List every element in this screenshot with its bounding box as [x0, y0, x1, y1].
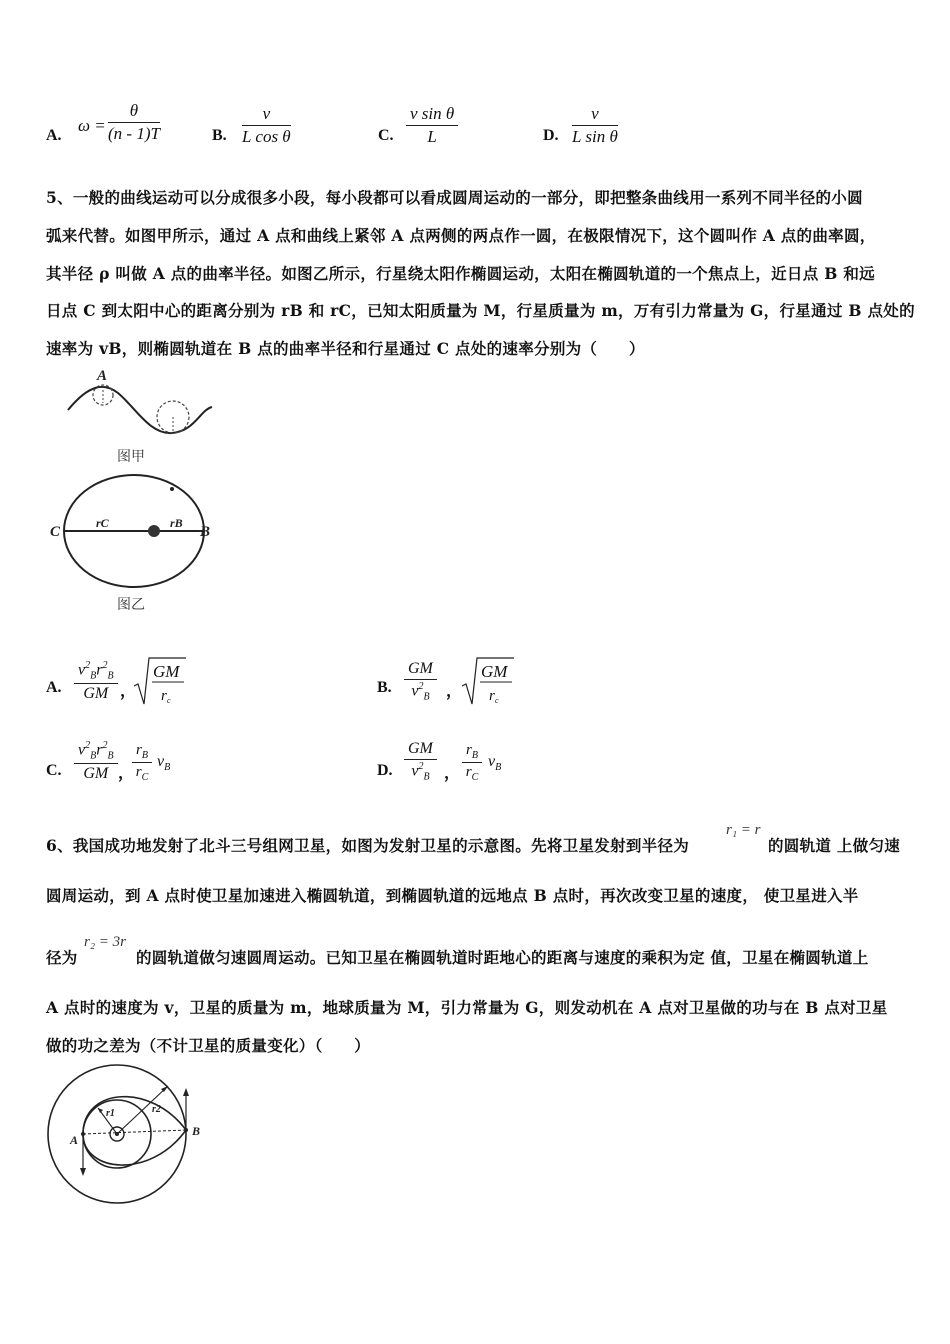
q5-text-line-3: 其半径 ρ 叫做 A 点的曲率半径。如图乙所示，行星绕太阳作椭圆运动，太阳在椭圆轨道的一个焦点上，近日点 B 和远 — [46, 264, 875, 283]
q5-option-c-fraction — [74, 740, 118, 783]
q4-option-a-label: A. — [46, 127, 62, 144]
figure-yi-ellipse — [44, 470, 224, 595]
q5-option-d-fraction — [404, 740, 437, 783]
q5-option-a-fraction — [74, 660, 118, 703]
orbit-point-b: B — [192, 1124, 201, 1138]
q5-text-line-1: 5、一般的曲线运动可以分成很多小段，每小段都可以看成圆周运动的一部分，即把整条曲线用一系列不同半径的小圆 — [46, 188, 863, 207]
q6-r1-equation: r₁ = r — [726, 822, 761, 838]
numerator: GM — [404, 740, 437, 760]
comma: ， — [446, 681, 463, 700]
figure-yi-point-c: C — [50, 524, 61, 540]
denominator: L — [427, 127, 437, 146]
denominator: $r_C$ — [465, 764, 479, 783]
q5-option-d-label: D. — [377, 762, 393, 779]
numerator: v — [242, 104, 291, 126]
q4-option-c-fraction — [406, 104, 458, 147]
orbit-point-a: A — [70, 1133, 79, 1147]
figure-jia-curve — [60, 365, 220, 440]
q5-option-b-sqrt — [460, 652, 516, 708]
orbit-label-r2: r2 — [152, 1104, 161, 1115]
q4-option-a-lhs: ω = — [78, 116, 106, 135]
q5-option-c-vb: $v_B$ — [157, 753, 171, 774]
q5-option-c-ratio — [132, 742, 152, 783]
q6-text-line-1a: 6、我国成功地发射了北斗三号组网卫星，如图为发射卫星的示意图。先将卫星发射到半径为 — [46, 836, 690, 855]
denominator: $v^2_B$ — [411, 681, 430, 703]
denominator: GM — [83, 764, 109, 782]
q6-text-line-4: A 点时的速度为 v，卫星的质量为 m，地球质量为 M，引力常量为 G，则发动机在 A 点对卫星做的功与在 B 点对卫星 — [46, 998, 888, 1017]
q6-text-line-3b: 的圆轨道做匀速圆周运动。已知卫星在椭圆轨道时距地心的距离与速度的乘积为定 值，卫星在椭圆轨道上 — [136, 948, 869, 967]
numerator: v sin θ — [406, 104, 458, 126]
q6-text-line-2: 圆周运动，到 A 点时使卫星加速进入椭圆轨道，到椭圆轨道的远地点 B 点时，再次改变卫星的速度， 使卫星进入半 — [46, 886, 859, 905]
figure-yi-point-b: B — [200, 524, 211, 540]
denominator: L cos θ — [242, 127, 291, 146]
q6-text-line-1b: 的圆轨道 上做匀速 — [768, 836, 901, 855]
q5-text-line-5: 速率为 vB，则椭圆轨道在 B 点的曲率半径和行星通过 C 点处的速率分别为（ ） — [46, 339, 645, 358]
svg-text:GM: GM — [153, 662, 180, 681]
q5-option-d-vb: $v_B$ — [488, 753, 502, 774]
numerator: GM — [404, 660, 437, 680]
denominator: $r_C$ — [135, 764, 149, 783]
q5-option-b-label: B. — [377, 679, 392, 696]
svg-text:c: c — [495, 696, 499, 705]
q5-text-line-2: 弧来代替。如图甲所示，通过 A 点和曲线上紧邻 A 点两侧的两点作一圆，在极限情况下，这个圆叫作 A 点的曲率圆， — [46, 226, 876, 245]
q6-text-line-3a: 径为 — [46, 948, 78, 967]
numerator: $v^2_Br^2_B$ — [74, 660, 118, 684]
q5-option-a-sqrt — [132, 652, 188, 708]
svg-text:GM: GM — [481, 662, 508, 681]
figure-jia-point-a: A — [97, 368, 108, 384]
denominator: (n - 1)T — [108, 124, 160, 143]
svg-text:c: c — [167, 696, 171, 705]
svg-text:r: r — [161, 688, 167, 704]
q5-option-c-label: C. — [46, 762, 62, 779]
q4-option-b-fraction — [242, 104, 291, 147]
numerator: $r_B$ — [132, 742, 152, 763]
q5-option-d-ratio — [462, 742, 482, 783]
q4-option-c-label: C. — [378, 127, 394, 144]
numerator: $v^2_Br^2_B$ — [74, 740, 118, 764]
comma: ， — [118, 763, 135, 782]
denominator: L sin θ — [572, 127, 618, 146]
figure-yi-caption: 图乙 — [117, 597, 145, 613]
q4-option-b-label: B. — [212, 127, 227, 144]
q5-option-a-label: A. — [46, 679, 62, 696]
numerator: $r_B$ — [462, 742, 482, 763]
denominator: GM — [83, 684, 109, 702]
orbit-figure — [40, 1062, 220, 1212]
comma: ， — [120, 681, 137, 700]
denominator: $v^2_B$ — [411, 761, 430, 783]
orbit-label-r1: r1 — [106, 1108, 115, 1119]
q6-r2-equation: r₂ = 3r — [84, 934, 127, 950]
q6-text-line-5: 做的功之差为（不计卫星的质量变化）（ ） — [46, 1036, 371, 1055]
svg-text:r: r — [489, 688, 495, 704]
figure-jia-caption: 图甲 — [117, 449, 145, 465]
q4-option-a-fraction — [108, 101, 160, 144]
numerator: v — [572, 104, 618, 126]
figure-yi-label-rc: rC — [96, 516, 109, 530]
comma: ， — [444, 763, 461, 782]
q4-option-d-fraction — [572, 104, 618, 147]
q4-option-d-label: D. — [543, 127, 559, 144]
q5-text-line-4: 日点 C 到太阳中心的距离分别为 rB 和 rC，已知太阳质量为 M，行星质量为 m，万有引力常量为 G，行星通过 B 点处的 — [46, 301, 915, 320]
figure-yi-label-rb: rB — [170, 516, 183, 530]
q5-option-b-fraction — [404, 660, 437, 703]
numerator: θ — [108, 101, 160, 123]
